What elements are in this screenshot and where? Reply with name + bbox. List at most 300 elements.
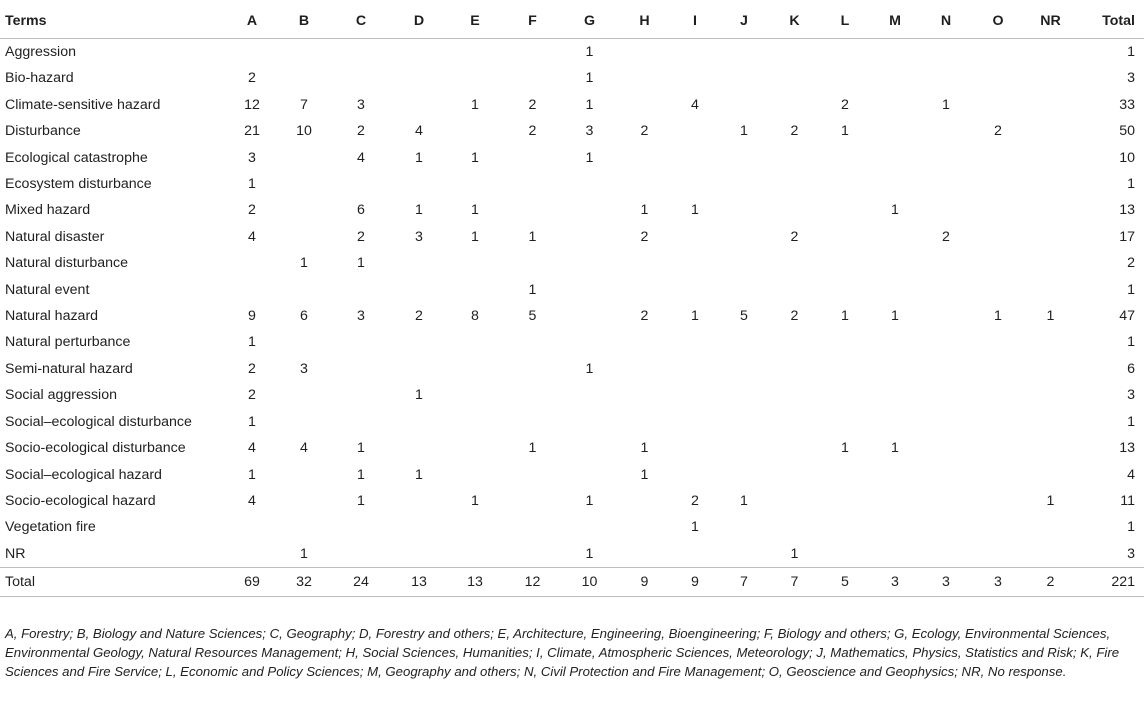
value-cell: 5 xyxy=(841,574,849,591)
term-cell: Social–ecological hazard xyxy=(5,466,162,483)
value-cell: 1 xyxy=(1127,176,1135,193)
value-cell xyxy=(330,382,392,408)
value-cell xyxy=(504,39,561,66)
value-cell xyxy=(920,145,972,171)
value-cell xyxy=(330,171,392,197)
value-cell xyxy=(1024,197,1077,223)
value-cell xyxy=(561,277,618,303)
value-cell xyxy=(226,250,278,276)
term-cell: Bio-hazard xyxy=(5,70,74,87)
table-row xyxy=(0,118,1144,144)
column-header: L xyxy=(840,13,850,29)
value-cell xyxy=(446,39,504,66)
value-cell: 2 xyxy=(528,123,537,140)
value-cell: 1 xyxy=(300,255,308,272)
value-cell xyxy=(446,250,504,276)
value-cell: 1 xyxy=(471,202,479,219)
value-cell: 10 xyxy=(581,574,598,591)
value-cell: 1 xyxy=(471,96,479,113)
value-cell xyxy=(920,409,972,435)
value-cell xyxy=(920,65,972,91)
value-cell xyxy=(671,356,719,382)
term-cell: Mixed hazard xyxy=(5,202,91,219)
value-cell: 1 xyxy=(640,440,649,457)
value-cell: 1 xyxy=(942,96,950,113)
value-cell xyxy=(820,409,870,435)
value-cell xyxy=(870,541,920,568)
value-cell xyxy=(446,277,504,303)
value-cell xyxy=(671,329,719,355)
value-cell xyxy=(972,197,1024,223)
value-cell: 6 xyxy=(1127,360,1135,377)
value-cell xyxy=(278,382,330,408)
value-cell: 11 xyxy=(1120,492,1135,509)
value-cell xyxy=(820,224,870,250)
value-cell xyxy=(446,409,504,435)
value-cell: 2 xyxy=(1127,255,1135,272)
value-cell xyxy=(870,356,920,382)
value-cell xyxy=(330,409,392,435)
value-cell xyxy=(920,303,972,329)
value-cell xyxy=(446,171,504,197)
value-cell: 1 xyxy=(1046,308,1055,325)
value-cell xyxy=(392,488,446,514)
value-cell xyxy=(561,382,618,408)
value-cell xyxy=(769,277,820,303)
value-cell xyxy=(226,39,278,66)
table-row xyxy=(0,435,1144,461)
value-cell: 12 xyxy=(524,574,541,591)
value-cell xyxy=(671,118,719,144)
table-row xyxy=(0,224,1144,250)
value-cell xyxy=(719,197,769,223)
value-cell: 1 xyxy=(1127,519,1135,536)
value-cell: 1 xyxy=(585,70,594,87)
value-cell xyxy=(561,514,618,540)
value-cell xyxy=(504,514,561,540)
value-cell: 1 xyxy=(891,440,899,457)
value-cell xyxy=(1024,329,1077,355)
value-cell: 1 xyxy=(248,334,256,351)
value-cell xyxy=(561,171,618,197)
value-cell: 3 xyxy=(300,360,308,377)
value-cell xyxy=(1024,171,1077,197)
value-cell: 3 xyxy=(1127,387,1135,404)
value-cell xyxy=(226,514,278,540)
value-cell xyxy=(920,356,972,382)
value-cell: 3 xyxy=(1127,70,1135,87)
value-cell: 6 xyxy=(300,308,308,325)
term-cell: Semi-natural hazard xyxy=(5,360,133,377)
value-cell xyxy=(920,197,972,223)
value-cell: 7 xyxy=(790,574,799,591)
term-cell: Aggression xyxy=(5,44,76,60)
value-cell: 1 xyxy=(994,308,1002,325)
value-cell xyxy=(820,462,870,488)
value-cell xyxy=(278,488,330,514)
table-row xyxy=(0,356,1144,382)
value-cell: 1 xyxy=(1046,492,1055,509)
terms-table xyxy=(0,5,1144,597)
value-cell: 1 xyxy=(1127,44,1135,60)
value-cell xyxy=(226,277,278,303)
value-cell: 2 xyxy=(248,202,256,219)
value-cell: 13 xyxy=(411,574,427,591)
value-cell: 2 xyxy=(357,123,365,140)
value-cell xyxy=(561,250,618,276)
value-cell xyxy=(278,224,330,250)
value-cell: 3 xyxy=(585,123,594,140)
value-cell xyxy=(618,488,671,514)
value-cell xyxy=(870,488,920,514)
column-header: K xyxy=(789,13,800,29)
value-cell xyxy=(870,92,920,118)
value-cell xyxy=(392,277,446,303)
value-cell xyxy=(561,435,618,461)
value-cell xyxy=(820,197,870,223)
column-header: H xyxy=(639,13,650,29)
table-row xyxy=(0,488,1144,514)
value-cell xyxy=(671,277,719,303)
value-cell: 4 xyxy=(415,123,423,140)
value-cell xyxy=(719,462,769,488)
value-cell: 1 xyxy=(585,149,594,166)
value-cell: 2 xyxy=(841,96,849,113)
value-cell xyxy=(504,250,561,276)
value-cell: 1 xyxy=(415,202,423,219)
value-cell xyxy=(719,514,769,540)
value-cell: 3 xyxy=(357,308,365,325)
value-cell xyxy=(392,356,446,382)
value-cell xyxy=(671,382,719,408)
value-cell: 50 xyxy=(1119,123,1135,140)
value-cell: 1 xyxy=(891,308,899,325)
value-cell xyxy=(719,250,769,276)
value-cell xyxy=(618,409,671,435)
value-cell: 1 xyxy=(528,228,537,245)
value-cell: 1 xyxy=(585,492,594,509)
value-cell xyxy=(392,39,446,66)
value-cell: 4 xyxy=(1127,466,1135,483)
value-cell: 2 xyxy=(248,387,256,404)
term-cell: NR xyxy=(5,545,26,562)
value-cell: 10 xyxy=(1119,149,1135,166)
value-cell: 4 xyxy=(357,149,365,166)
term-cell: Ecological catastrophe xyxy=(5,149,148,166)
column-header: G xyxy=(583,13,596,29)
value-cell: 3 xyxy=(357,96,365,113)
table-row xyxy=(0,39,1144,66)
value-cell xyxy=(618,65,671,91)
value-cell xyxy=(504,462,561,488)
column-header: A xyxy=(246,13,258,29)
value-cell xyxy=(618,92,671,118)
value-cell xyxy=(618,145,671,171)
value-cell xyxy=(769,409,820,435)
value-cell xyxy=(392,250,446,276)
value-cell xyxy=(769,171,820,197)
value-cell: 1 xyxy=(841,440,849,457)
value-cell xyxy=(769,92,820,118)
value-cell xyxy=(671,39,719,66)
term-cell: Natural event xyxy=(5,281,90,298)
value-cell xyxy=(330,277,392,303)
value-cell: 2 xyxy=(248,70,256,87)
value-cell: 2 xyxy=(1046,574,1055,591)
value-cell: 2 xyxy=(790,308,799,325)
value-cell xyxy=(920,171,972,197)
value-cell xyxy=(972,356,1024,382)
value-cell xyxy=(504,145,561,171)
column-header: E xyxy=(470,13,480,29)
value-cell xyxy=(671,224,719,250)
value-cell: 1 xyxy=(471,149,479,166)
value-cell xyxy=(671,65,719,91)
value-cell xyxy=(820,171,870,197)
value-cell: 2 xyxy=(691,492,699,509)
value-cell xyxy=(446,462,504,488)
value-cell xyxy=(920,541,972,568)
value-cell xyxy=(769,356,820,382)
value-cell: 2 xyxy=(994,123,1002,140)
value-cell: 3 xyxy=(942,574,950,591)
value-cell: 9 xyxy=(691,574,699,591)
value-cell xyxy=(820,277,870,303)
value-cell: 69 xyxy=(244,574,260,591)
value-cell: 1 xyxy=(740,492,748,509)
value-cell xyxy=(671,541,719,568)
value-cell xyxy=(504,488,561,514)
value-cell: 1 xyxy=(841,123,849,140)
value-cell xyxy=(920,488,972,514)
column-header: D xyxy=(413,13,425,29)
column-header: B xyxy=(298,13,310,29)
value-cell xyxy=(972,541,1024,568)
value-cell xyxy=(920,435,972,461)
table-row xyxy=(0,541,1144,568)
value-cell: 4 xyxy=(691,96,699,113)
value-cell xyxy=(278,197,330,223)
table-body xyxy=(0,39,1144,597)
value-cell xyxy=(278,409,330,435)
value-cell xyxy=(671,409,719,435)
value-cell xyxy=(446,435,504,461)
value-cell xyxy=(1024,382,1077,408)
table-row xyxy=(0,409,1144,435)
value-cell xyxy=(972,462,1024,488)
value-cell: 1 xyxy=(528,281,537,298)
table-footnote: A, Forestry; B, Biology and Nature Sciences; C, Geography; D, Forestry and others; E, Architecture, Engineering, Bioengineering; F, Biology and others; G, Ecology, Environmental Sciences, Environmental Geology, Natural Resources Management; H, Social Sciences, Humanities; I, Climate, Atmospheric Sciences, Meteorology; J, Mathematics, Physics, Statistics and Risk; K, Fire Sciences and Fire Service; L, Economic and Policy Sciences; M, Geography and others; N, Civil Protection and Fire Management; O, Geoscience and Geophysics; NR, No response. xyxy=(5,626,1120,679)
value-cell xyxy=(972,65,1024,91)
value-cell: 2 xyxy=(640,308,649,325)
value-cell xyxy=(504,65,561,91)
value-cell xyxy=(1024,435,1077,461)
table-row xyxy=(0,303,1144,329)
table-row xyxy=(0,514,1144,540)
table-row xyxy=(0,145,1144,171)
value-cell xyxy=(1024,39,1077,66)
value-cell: 17 xyxy=(1119,228,1135,245)
value-cell xyxy=(920,329,972,355)
value-cell: 3 xyxy=(415,228,423,245)
table-row xyxy=(0,65,1144,91)
value-cell xyxy=(972,39,1024,66)
value-cell: 33 xyxy=(1119,96,1135,113)
value-cell: 1 xyxy=(841,308,849,325)
value-cell: 2 xyxy=(942,228,950,245)
value-cell xyxy=(719,541,769,568)
value-cell: 3 xyxy=(994,574,1002,591)
value-cell xyxy=(618,329,671,355)
value-cell: 1 xyxy=(471,228,479,245)
value-cell: 2 xyxy=(790,228,799,245)
value-cell xyxy=(972,514,1024,540)
value-cell: 1 xyxy=(1127,413,1135,430)
column-header: Total xyxy=(1102,13,1135,29)
value-cell xyxy=(719,171,769,197)
column-header: C xyxy=(355,13,367,29)
value-cell xyxy=(920,514,972,540)
value-cell: 2 xyxy=(415,308,423,325)
value-cell xyxy=(920,250,972,276)
value-cell: 7 xyxy=(740,574,748,591)
term-cell: Climate-sensitive hazard xyxy=(5,96,161,113)
term-cell: Social–ecological disturbance xyxy=(5,413,192,430)
value-cell: 12 xyxy=(244,96,260,113)
value-cell xyxy=(671,250,719,276)
value-cell xyxy=(330,65,392,91)
value-cell xyxy=(504,541,561,568)
value-cell xyxy=(719,65,769,91)
column-header: I xyxy=(693,13,697,29)
value-cell xyxy=(820,65,870,91)
value-cell xyxy=(972,277,1024,303)
value-cell: 13 xyxy=(1119,440,1135,457)
value-cell xyxy=(1024,224,1077,250)
table-row xyxy=(0,92,1144,118)
value-cell xyxy=(618,171,671,197)
value-cell: 1 xyxy=(790,545,799,562)
value-cell xyxy=(972,409,1024,435)
value-cell xyxy=(769,382,820,408)
table-total-row xyxy=(0,568,1144,597)
value-cell xyxy=(870,224,920,250)
value-cell: 2 xyxy=(640,228,649,245)
value-cell xyxy=(769,462,820,488)
table-row xyxy=(0,462,1144,488)
value-cell xyxy=(769,329,820,355)
value-cell: 1 xyxy=(691,308,699,325)
value-cell xyxy=(392,92,446,118)
value-cell xyxy=(972,435,1024,461)
term-cell: Total xyxy=(5,574,35,591)
value-cell: 10 xyxy=(296,123,312,140)
value-cell: 1 xyxy=(248,466,256,483)
value-cell xyxy=(278,145,330,171)
value-cell xyxy=(618,250,671,276)
value-cell xyxy=(1024,462,1077,488)
value-cell xyxy=(392,435,446,461)
term-cell: Disturbance xyxy=(5,123,81,140)
value-cell xyxy=(820,329,870,355)
value-cell: 13 xyxy=(1119,202,1135,219)
value-cell: 1 xyxy=(415,466,423,483)
value-cell xyxy=(870,39,920,66)
value-cell xyxy=(719,329,769,355)
column-header: M xyxy=(889,13,901,29)
value-cell: 3 xyxy=(248,149,256,166)
value-cell xyxy=(1024,514,1077,540)
value-cell: 2 xyxy=(357,228,365,245)
value-cell: 13 xyxy=(467,574,483,591)
table-row xyxy=(0,382,1144,408)
value-cell: 1 xyxy=(585,96,594,113)
value-cell: 8 xyxy=(471,308,479,325)
value-cell xyxy=(820,488,870,514)
value-cell xyxy=(1024,409,1077,435)
value-cell xyxy=(278,514,330,540)
value-cell: 4 xyxy=(300,440,308,457)
value-cell xyxy=(1024,118,1077,144)
value-cell xyxy=(561,409,618,435)
value-cell xyxy=(330,541,392,568)
value-cell: 7 xyxy=(300,96,308,113)
value-cell: 24 xyxy=(353,574,369,591)
value-cell xyxy=(719,224,769,250)
value-cell xyxy=(972,488,1024,514)
value-cell: 1 xyxy=(415,387,423,404)
value-cell xyxy=(618,39,671,66)
value-cell xyxy=(719,409,769,435)
value-cell xyxy=(392,65,446,91)
column-header: N xyxy=(940,13,952,29)
value-cell xyxy=(392,329,446,355)
value-cell xyxy=(920,382,972,408)
value-cell xyxy=(671,145,719,171)
value-cell xyxy=(504,409,561,435)
value-cell xyxy=(392,171,446,197)
value-cell xyxy=(972,171,1024,197)
table-row xyxy=(0,171,1144,197)
value-cell xyxy=(504,171,561,197)
value-cell xyxy=(820,541,870,568)
value-cell xyxy=(769,39,820,66)
value-cell: 1 xyxy=(1127,334,1135,351)
column-header: F xyxy=(528,13,537,29)
value-cell xyxy=(1024,541,1077,568)
value-cell xyxy=(719,382,769,408)
term-cell: Natural disturbance xyxy=(5,255,129,272)
value-cell xyxy=(1024,92,1077,118)
value-cell xyxy=(870,382,920,408)
value-cell: 1 xyxy=(585,360,594,377)
value-cell xyxy=(920,39,972,66)
value-cell: 3 xyxy=(891,574,899,591)
value-cell xyxy=(972,382,1024,408)
value-cell xyxy=(719,145,769,171)
value-cell: 1 xyxy=(640,466,649,483)
value-cell: 3 xyxy=(1127,545,1135,562)
value-cell xyxy=(769,435,820,461)
value-cell xyxy=(504,197,561,223)
value-cell xyxy=(870,118,920,144)
term-cell: Natural hazard xyxy=(5,308,99,325)
value-cell xyxy=(870,171,920,197)
table-row xyxy=(0,329,1144,355)
value-cell: 1 xyxy=(357,466,365,483)
value-cell xyxy=(870,145,920,171)
value-cell xyxy=(1024,356,1077,382)
